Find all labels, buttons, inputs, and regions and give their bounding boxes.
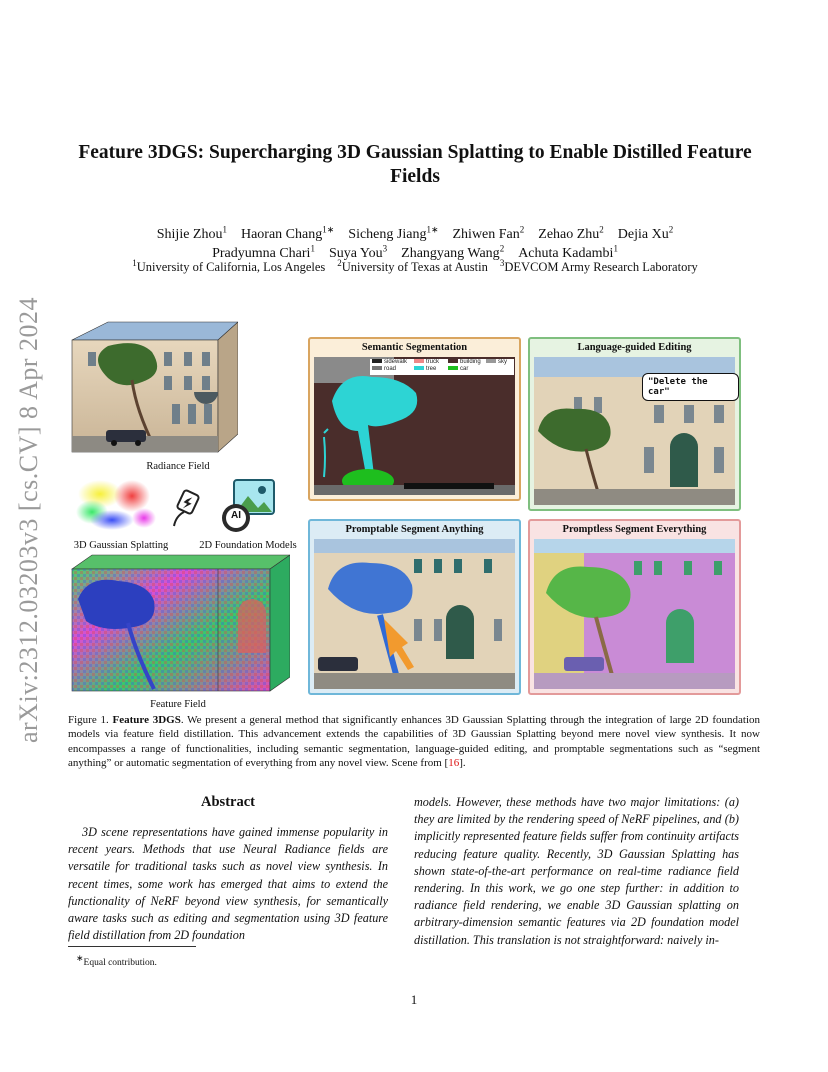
affiliation: $^1$University of California, Los Angeles (132, 258, 326, 275)
foundation-model-icon (218, 478, 276, 536)
radiance-field-cube (68, 318, 238, 458)
promptless-segment-panel (528, 519, 741, 695)
ai-badge-text: AI (231, 510, 241, 521)
abstract-right-column: models. However, these methods have two major limitations: (a) they are limited by the rendering speed of NeRF pipelines, and (b) implicitly represented feature fields suffer from continuity artifacts reducing feature quality. Recently, 3D Gaussian Splatting has shown state-of-the-art performance on real-time radiance field rendering. In this work, we go one step further: in addition to radiance field rendering, we enable 3D Gaussian splatting on arbitrary-dimension semantic features via 2D foundation model distillation. This translation is not straightforward: naively in- (414, 795, 739, 947)
footnote: ∗Equal contribution. (76, 953, 157, 969)
figure-caption: Figure 1. Feature 3DGS. We present a general method that significantly enhances 3D Gaussian Splatting through the integration of large 2D foundation models via feature field distillation. This advancement extends the capabilities of 3D Gaussian Splatting beyond mere novel view synthesis. It now encompasses a range of functionalities, including semantic segmentation, language-guided editing, and promptable segmentations such as “segment anything” or automatic segmentation of everything from any novel view. Scene from [16]. (68, 714, 760, 769)
radiance-field-label: Radiance Field (146, 461, 210, 472)
language-editing-panel (528, 337, 741, 511)
author-name: Zehao Zhu$^2$ (538, 224, 604, 242)
gaussian-splatting-label: 3D Gaussian Splatting (73, 540, 169, 551)
author-name: Achuta Kadambi$^1$ (518, 243, 618, 261)
arxiv-identifier: arXiv:2312.03203v3 [cs.CV] 8 Apr 2024 (14, 297, 43, 744)
author-name: Haoran Chang$^{1∗}$ (240, 224, 335, 242)
segmentation-legend: sidewalk truck building sky road tree car (370, 359, 514, 375)
promptless-segment-title: Promptless Segment Everything (562, 524, 707, 535)
promptable-segment-title: Promptable Segment Anything (345, 524, 484, 535)
author-name: Dejia Xu$^2$ (617, 224, 674, 242)
feature-field-label: Feature Field (150, 699, 206, 710)
foundation-models-label: 2D Foundation Models (199, 540, 297, 551)
paper-title: Feature 3DGS: Supercharging 3D Gaussian Splatting to Enable Distilled Feature Fields (78, 142, 752, 187)
gaussian-splatting-illustration (70, 476, 160, 532)
author-name: Sicheng Jiang$^{1∗}$ (348, 224, 439, 242)
feature-field-cube (68, 553, 290, 695)
abstract-heading: Abstract (201, 794, 255, 810)
edit-prompt-bubble: "Delete the car" (642, 373, 739, 401)
language-editing-title: Language-guided Editing (577, 342, 692, 353)
page-number: 1 (410, 992, 418, 1007)
distillation-icon (168, 488, 208, 528)
abstract-left-column: 3D scene representations have gained immense popularity in recent years. Methods that use Neural Radiance fields are versatile for traditional tasks such as novel view synthesis. In recent times, some work has emerged that aims to extend the functionality of NeRF beyond view synthesis, for semantically aware tasks such as editing and segmentation using 3D feature field distillation from 2D foundation (68, 825, 388, 943)
citation-link[interactable]: 16 (448, 756, 460, 769)
affiliations (60, 258, 770, 275)
author-name: Suya You$^3$ (328, 243, 388, 261)
promptable-segment-panel (308, 519, 521, 695)
author-name: Pradyumna Chari$^1$ (212, 243, 315, 261)
author-name: Zhiwen Fan$^2$ (452, 224, 525, 242)
semantic-segmentation-title: Semantic Segmentation (361, 342, 468, 353)
affiliation: $^3$DEVCOM Army Research Laboratory (499, 258, 698, 275)
author-name: Zhangyang Wang$^2$ (401, 243, 505, 261)
affiliation: $^2$University of Texas at Austin (337, 258, 488, 275)
footnote-rule (68, 946, 196, 947)
author-name: Shijie Zhou$^1$ (156, 224, 227, 242)
semantic-segmentation-panel (308, 337, 521, 501)
